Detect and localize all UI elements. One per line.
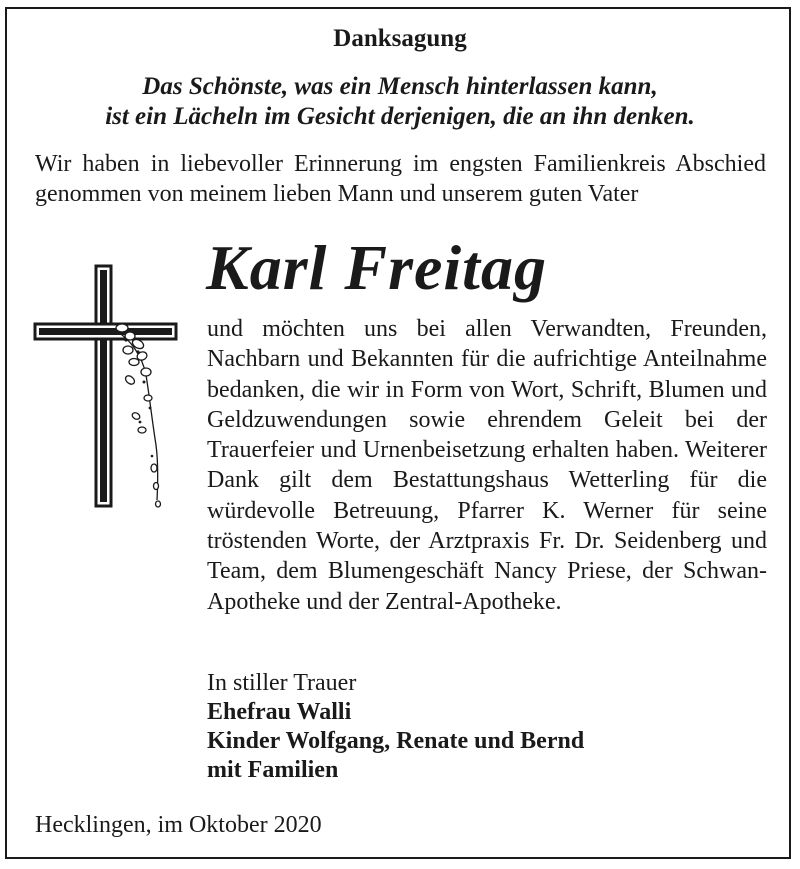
deceased-name: Karl Freitag [206, 232, 547, 303]
intro-text: Wir haben in liebevoller Erinnerung im engsten Familienkreis Abschied genommen von meinem lieben Mann und unserem guten Vater [35, 151, 766, 207]
thanks-text: und möchten uns bei allen Verwandten, Freunden, Nachbarn und Bekannten für die aufrichtige Anteilnahme bedanken, die wir in Form von Wort, Schrift, Blumen und Geldzuwendungen sowie ehrendem Geleit bei der Trauerfeier und Urnenbeisetzung erhalten haben. Weiterer Dank gilt dem Bestattungshaus Wetterling für die würdevolle Betreuung, Pfarrer K. Werner für seine tröstenden Worte, der Arztpraxis Fr. Dr. Seidenberg und Team, dem Blumengeschäft Nancy Priese, der Schwan-Apotheke und der Zentral-Apotheke. [207, 316, 767, 615]
motto-line-1: Das Schönste, was ein Mensch hinterlassen kann, [142, 73, 658, 100]
notice-heading: Danksagung [333, 25, 467, 52]
signature-families: mit Familien [207, 757, 339, 783]
signature-intro: In stiller Trauer [207, 670, 357, 696]
signature-children: Kinder Wolfgang, Renate und Bernd [207, 728, 585, 754]
motto [0, 72, 800, 132]
signature-spouse: Ehefrau Walli [207, 699, 352, 725]
motto-line-2: ist ein Lächeln im Gesicht derjenigen, die an ihn denken. [105, 103, 695, 130]
place-date: Hecklingen, im Oktober 2020 [35, 812, 322, 838]
signature-block [207, 669, 767, 785]
cross-with-ivy-icon [30, 260, 185, 520]
